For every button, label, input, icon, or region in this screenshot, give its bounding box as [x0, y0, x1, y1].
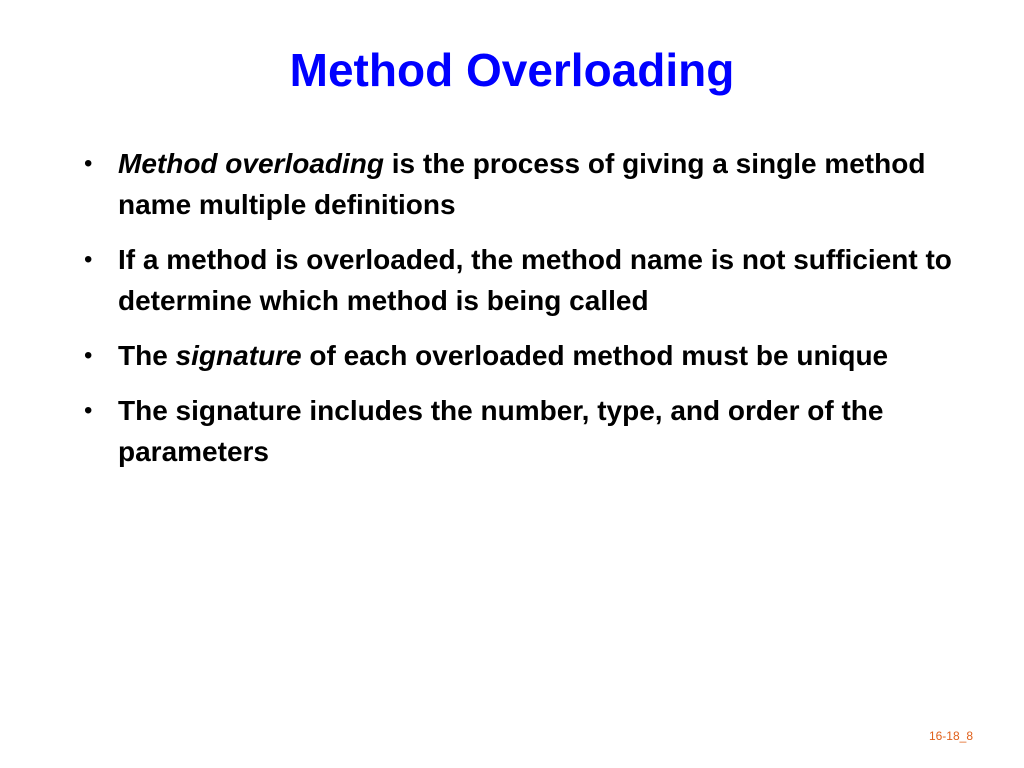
- bullet-glyph: •: [84, 150, 93, 177]
- bullet-prefix: The: [118, 340, 176, 371]
- bullet-glyph: •: [84, 397, 93, 424]
- bullet-text: [118, 340, 888, 371]
- bullet-list: [78, 143, 978, 472]
- bullet-suffix: of each overloaded method must be unique: [301, 340, 889, 371]
- bullet-item: [78, 143, 978, 225]
- slide-number: 16-18_8: [928, 729, 973, 743]
- bullet-glyph: •: [84, 342, 93, 369]
- bullet-text: If a method is overloaded, the method name is not sufficient to determine which method is being called: [118, 244, 952, 316]
- bullet-text: The signature includes the number, type, and order of the parameters: [118, 395, 884, 467]
- bullet-item: [78, 390, 978, 472]
- bullet-item: [78, 239, 978, 321]
- bullet-text: [118, 148, 925, 220]
- bullet-glyph: •: [84, 246, 93, 273]
- italic-term: Method overloading: [118, 148, 384, 179]
- italic-term: signature: [175, 340, 302, 371]
- bullet-item: [78, 335, 978, 376]
- slide-title: Method Overloading: [289, 44, 735, 96]
- bullet-body: is the process of giving a single method name multiple definitions: [118, 148, 926, 220]
